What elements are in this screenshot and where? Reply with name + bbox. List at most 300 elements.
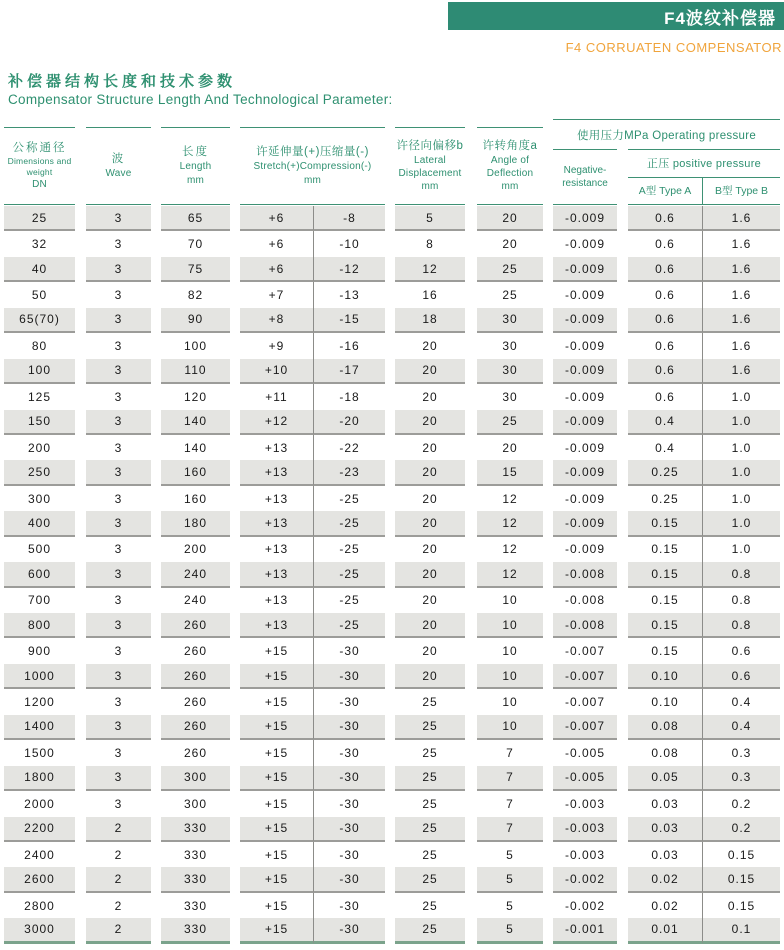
cell-stretch: +15	[240, 664, 314, 689]
cell-negative: -0.007	[564, 695, 606, 710]
header-positive-pressure-group	[628, 149, 780, 205]
cell-stretch: +13	[240, 613, 314, 638]
cell-stretch: +12	[240, 410, 314, 435]
cell-wave: 3	[114, 695, 123, 710]
cell-stretch: +15	[240, 918, 314, 943]
cell-lateral: 20	[422, 644, 438, 659]
cell-negative: -0.002	[553, 867, 617, 892]
cell-type_a: 0.6	[628, 282, 703, 307]
cell-length: 120	[183, 389, 208, 404]
cell-length: 260	[183, 745, 208, 760]
cell-compression: -30	[339, 898, 360, 913]
cell-negative: -0.003	[564, 847, 606, 862]
cell-wave: 2	[86, 918, 151, 943]
cell-length: 100	[183, 338, 208, 353]
table-row	[4, 664, 780, 689]
cell-stretch: +15	[240, 791, 314, 816]
cell-length: 160	[183, 491, 208, 506]
cell-stretch: +7	[240, 282, 314, 307]
cell-lateral: 20	[395, 613, 465, 638]
cell-type_b: 0.6	[703, 664, 780, 689]
cell-stretch: +13	[240, 486, 314, 511]
cell-wave: 3	[86, 460, 151, 485]
cell-angle: 20	[477, 206, 543, 231]
header-type-b: B型 Type B	[714, 185, 769, 198]
cell-stretch: +13	[240, 460, 314, 485]
cell-wave: 2	[114, 898, 123, 913]
table-row	[4, 308, 780, 333]
cell-compression: -30	[339, 644, 360, 659]
cell-length: 240	[183, 593, 208, 608]
table-row	[4, 588, 780, 613]
cell-dn: 250	[4, 460, 75, 485]
cell-length: 330	[183, 898, 208, 913]
cell-lateral: 20	[395, 511, 465, 536]
cell-length: 330	[183, 847, 208, 862]
cell-angle: 25	[502, 288, 518, 303]
cell-wave: 3	[114, 237, 123, 252]
cell-dn: 40	[4, 257, 75, 282]
header-negative-resistance: Negative- resistance	[553, 149, 617, 205]
table-header	[4, 119, 780, 205]
cell-type_a: 0.03	[628, 842, 703, 867]
cell-dn: 900	[27, 644, 52, 659]
cell-negative: -0.009	[553, 460, 617, 485]
cell-wave: 3	[114, 491, 123, 506]
cell-type_b: 1.6	[703, 308, 780, 333]
cell-wave: 3	[86, 664, 151, 689]
cell-dn: 700	[27, 593, 52, 608]
cell-dn: 500	[27, 542, 52, 557]
table-row	[4, 817, 780, 842]
cell-dn: 32	[31, 237, 48, 252]
cell-negative: -0.007	[564, 644, 606, 659]
cell-length: 180	[161, 511, 230, 536]
cell-type_a: 0.15	[628, 537, 703, 562]
page-subtitle: F4 CORRUATEN COMPENSATOR	[565, 40, 782, 55]
cell-angle: 25	[477, 257, 543, 282]
cell-angle: 10	[502, 593, 518, 608]
cell-stretch: +15	[240, 715, 314, 740]
cell-stretch: +13	[240, 537, 314, 562]
cell-negative: -0.009	[564, 440, 606, 455]
cell-lateral: 25	[422, 898, 438, 913]
cell-type_a: 0.02	[628, 867, 703, 892]
cell-compression: -30	[339, 796, 360, 811]
cell-lateral: 25	[422, 796, 438, 811]
cell-type_a: 0.15	[628, 613, 703, 638]
cell-type_b: 1.0	[731, 440, 752, 455]
cell-negative: -0.007	[553, 664, 617, 689]
cell-type_a: 0.15	[628, 562, 703, 587]
cell-wave: 3	[86, 562, 151, 587]
cell-type_a: 0.03	[628, 817, 703, 842]
cell-angle: 20	[502, 440, 518, 455]
cell-stretch: +11	[240, 384, 314, 409]
cell-type_b: 0.2	[731, 796, 752, 811]
cell-lateral: 18	[395, 308, 465, 333]
cell-lateral: 16	[422, 288, 438, 303]
cell-dn: 2600	[4, 867, 75, 892]
cell-compression: -25	[339, 542, 360, 557]
cell-negative: -0.009	[553, 359, 617, 384]
cell-stretch: +15	[240, 766, 314, 791]
cell-angle: 20	[502, 237, 518, 252]
cell-type_b: 1.6	[703, 359, 780, 384]
cell-type_a: 0.4	[628, 435, 703, 460]
cell-type_a: 0.6	[628, 206, 703, 231]
cell-compression: -12	[314, 257, 385, 282]
cell-angle: 30	[477, 359, 543, 384]
cell-type_b: 1.0	[703, 410, 780, 435]
cell-lateral: 25	[422, 745, 438, 760]
cell-lateral: 8	[426, 237, 434, 252]
cell-angle: 12	[502, 542, 518, 557]
cell-type_a: 0.01	[628, 918, 703, 943]
cell-wave: 3	[114, 542, 123, 557]
cell-angle: 15	[477, 460, 543, 485]
cell-dn: 800	[4, 613, 75, 638]
cell-length: 70	[187, 237, 204, 252]
cell-stretch: +15	[240, 867, 314, 892]
cell-wave: 3	[86, 359, 151, 384]
cell-type_a: 0.15	[628, 638, 703, 663]
table-row	[4, 638, 780, 663]
cell-type_a: 0.6	[628, 333, 703, 358]
cell-angle: 7	[506, 745, 514, 760]
cell-compression: -30	[339, 745, 360, 760]
cell-wave: 3	[86, 410, 151, 435]
cell-dn: 1800	[4, 766, 75, 791]
cell-wave: 3	[86, 613, 151, 638]
cell-negative: -0.003	[564, 796, 606, 811]
cell-dn: 200	[27, 440, 52, 455]
cell-length: 160	[161, 460, 230, 485]
cell-type_a: 0.6	[628, 231, 703, 256]
cell-dn: 600	[4, 562, 75, 587]
cell-lateral: 20	[422, 440, 438, 455]
table-row	[4, 333, 780, 358]
header-length: 长度 Length mm	[161, 127, 230, 205]
cell-length: 300	[183, 796, 208, 811]
header-stretch-compression: 许延伸量(+)压缩量(-) Stretch(+)Compression(-) mm	[240, 127, 385, 205]
table-row	[4, 257, 780, 282]
cell-length: 260	[183, 695, 208, 710]
cell-compression: -18	[339, 389, 360, 404]
cell-type_a: 0.15	[628, 588, 703, 613]
cell-type_b: 1.0	[731, 491, 752, 506]
cell-type_a: 0.10	[628, 689, 703, 714]
cell-negative: -0.009	[553, 308, 617, 333]
cell-dn: 1200	[24, 695, 55, 710]
cell-lateral: 20	[422, 491, 438, 506]
cell-type_b: 0.3	[703, 766, 780, 791]
header-lateral-displacement: 许径向偏移b Lateral Displacement mm	[395, 127, 465, 205]
cell-wave: 2	[86, 817, 151, 842]
cell-type_a: 0.02	[628, 893, 703, 918]
cell-type_a: 0.4	[628, 410, 703, 435]
cell-dn: 150	[4, 410, 75, 435]
cell-wave: 3	[114, 389, 123, 404]
cell-lateral: 25	[395, 918, 465, 943]
cell-type_b: 0.1	[703, 918, 780, 943]
header-angle-deflection: 许转角度a Angle of Deflection mm	[477, 127, 543, 205]
header-operating-pressure-group	[553, 119, 780, 205]
cell-length: 110	[161, 359, 230, 384]
cell-negative: -0.008	[553, 562, 617, 587]
cell-lateral: 5	[395, 206, 465, 231]
cell-dn: 2000	[24, 796, 55, 811]
cell-lateral: 12	[395, 257, 465, 282]
cell-type_a: 0.10	[628, 664, 703, 689]
table-row	[4, 613, 780, 638]
cell-type_a: 0.25	[628, 486, 703, 511]
cell-negative: -0.009	[564, 288, 606, 303]
cell-wave: 3	[86, 766, 151, 791]
cell-wave: 3	[86, 511, 151, 536]
cell-angle: 5	[506, 898, 514, 913]
table-body	[4, 206, 780, 944]
cell-compression: -17	[314, 359, 385, 384]
table-row	[4, 867, 780, 892]
cell-stretch: +15	[240, 689, 314, 714]
cell-stretch: +15	[240, 740, 314, 765]
cell-negative: -0.005	[564, 745, 606, 760]
cell-compression: -30	[339, 695, 360, 710]
cell-lateral: 25	[395, 766, 465, 791]
cell-stretch: +15	[240, 842, 314, 867]
cell-negative: -0.009	[553, 410, 617, 435]
cell-length: 260	[161, 613, 230, 638]
cell-lateral: 20	[395, 562, 465, 587]
table-row	[4, 537, 780, 562]
cell-stretch: +13	[240, 588, 314, 613]
cell-wave: 3	[86, 257, 151, 282]
cell-type_b: 0.15	[727, 898, 756, 913]
table-row	[4, 460, 780, 485]
cell-angle: 25	[477, 410, 543, 435]
cell-angle: 12	[477, 511, 543, 536]
table-row	[4, 435, 780, 460]
cell-type_b: 1.0	[731, 542, 752, 557]
cell-dn: 1500	[24, 745, 55, 760]
table-row	[4, 766, 780, 791]
cell-type_b: 0.8	[703, 613, 780, 638]
cell-lateral: 20	[422, 338, 438, 353]
cell-type_a: 0.03	[628, 791, 703, 816]
cell-negative: -0.002	[564, 898, 606, 913]
header-type-a: A型 Type A	[628, 178, 703, 205]
cell-angle: 7	[477, 766, 543, 791]
cell-stretch: +15	[240, 893, 314, 918]
cell-type_b: 1.6	[731, 237, 752, 252]
cell-type_b: 0.4	[731, 695, 752, 710]
cell-length: 200	[183, 542, 208, 557]
table-row	[4, 689, 780, 714]
cell-angle: 30	[502, 338, 518, 353]
cell-lateral: 25	[422, 847, 438, 862]
cell-stretch: +6	[240, 231, 314, 256]
cell-compression: -15	[314, 308, 385, 333]
cell-dn: 2200	[4, 817, 75, 842]
table-row	[4, 562, 780, 587]
cell-compression: -30	[339, 847, 360, 862]
cell-dn: 1000	[4, 664, 75, 689]
cell-dn: 3000	[4, 918, 75, 943]
cell-type_b: 0.4	[703, 715, 780, 740]
table-row	[4, 918, 780, 943]
cell-compression: -8	[314, 206, 385, 231]
cell-angle: 12	[502, 491, 518, 506]
cell-dn: 2400	[24, 847, 55, 862]
cell-compression: -25	[314, 562, 385, 587]
cell-negative: -0.009	[564, 338, 606, 353]
cell-lateral: 20	[422, 593, 438, 608]
section-title-zh: 补偿器结构长度和技术参数	[8, 73, 237, 90]
cell-type_a: 0.6	[628, 257, 703, 282]
cell-angle: 10	[502, 695, 518, 710]
cell-type_b: 1.0	[703, 460, 780, 485]
cell-type_a: 0.6	[628, 384, 703, 409]
cell-type_b: 0.8	[703, 562, 780, 587]
cell-type_b: 1.0	[703, 511, 780, 536]
table-row	[4, 410, 780, 435]
cell-length: 260	[161, 715, 230, 740]
cell-type_a: 0.6	[628, 359, 703, 384]
cell-compression: -10	[339, 237, 360, 252]
cell-type_b: 1.0	[731, 389, 752, 404]
cell-dn: 1400	[4, 715, 75, 740]
table-row	[4, 231, 780, 256]
cell-lateral: 20	[422, 542, 438, 557]
header-operating-pressure: 使用压力MPa Operating pressure	[576, 129, 757, 142]
cell-angle: 30	[477, 308, 543, 333]
cell-dn: 80	[31, 338, 48, 353]
cell-length: 330	[161, 918, 230, 943]
cell-length: 90	[161, 308, 230, 333]
cell-compression: -25	[339, 593, 360, 608]
cell-length: 300	[161, 766, 230, 791]
cell-type_b: 0.3	[731, 745, 752, 760]
cell-compression: -23	[314, 460, 385, 485]
cell-stretch: +13	[240, 511, 314, 536]
cell-dn: 400	[4, 511, 75, 536]
cell-compression: -30	[314, 715, 385, 740]
cell-compression: -22	[339, 440, 360, 455]
cell-angle: 5	[506, 847, 514, 862]
cell-lateral: 20	[395, 410, 465, 435]
cell-lateral: 20	[422, 389, 438, 404]
cell-type_b: 1.6	[703, 257, 780, 282]
cell-compression: -30	[314, 867, 385, 892]
cell-negative: -0.009	[553, 206, 617, 231]
cell-negative: -0.008	[564, 593, 606, 608]
cell-type_a: 0.6	[628, 308, 703, 333]
cell-length: 140	[183, 440, 208, 455]
cell-compression: -30	[314, 918, 385, 943]
cell-stretch: +15	[240, 638, 314, 663]
cell-lateral: 25	[395, 867, 465, 892]
cell-length: 140	[161, 410, 230, 435]
cell-wave: 3	[114, 644, 123, 659]
cell-type_a: 0.08	[628, 715, 703, 740]
cell-type_b: 0.8	[731, 593, 752, 608]
cell-dn: 2800	[24, 898, 55, 913]
table-row	[4, 359, 780, 384]
cell-length: 330	[161, 817, 230, 842]
cell-wave: 3	[114, 796, 123, 811]
table-row	[4, 715, 780, 740]
cell-negative: -0.009	[564, 542, 606, 557]
cell-type_b: 0.15	[727, 847, 756, 862]
cell-angle: 10	[477, 613, 543, 638]
cell-negative: -0.003	[553, 817, 617, 842]
table-row	[4, 893, 780, 918]
cell-negative: -0.009	[553, 511, 617, 536]
cell-type_b: 0.2	[703, 817, 780, 842]
cell-stretch: +15	[240, 817, 314, 842]
cell-compression: -13	[339, 288, 360, 303]
cell-lateral: 25	[395, 817, 465, 842]
cell-negative: -0.005	[553, 766, 617, 791]
cell-dn: 100	[4, 359, 75, 384]
cell-negative: -0.007	[553, 715, 617, 740]
cell-stretch: +10	[240, 359, 314, 384]
cell-compression: -25	[314, 613, 385, 638]
cell-wave: 3	[114, 593, 123, 608]
cell-negative: -0.008	[553, 613, 617, 638]
cell-type_b: 0.6	[731, 644, 752, 659]
cell-stretch: +13	[240, 435, 314, 460]
cell-compression: -30	[314, 766, 385, 791]
cell-wave: 3	[86, 206, 151, 231]
cell-angle: 10	[502, 644, 518, 659]
cell-lateral: 25	[395, 715, 465, 740]
cell-negative: -0.009	[564, 237, 606, 252]
cell-wave: 2	[114, 847, 123, 862]
cell-angle: 12	[477, 562, 543, 587]
cell-length: 260	[183, 644, 208, 659]
cell-stretch: +6	[240, 257, 314, 282]
header-dn: 公称通径 Dimensions and weight DN	[4, 127, 75, 205]
cell-compression: -25	[314, 511, 385, 536]
cell-angle: 10	[477, 664, 543, 689]
cell-length: 240	[161, 562, 230, 587]
table-row	[4, 842, 780, 867]
cell-type_a: 0.05	[628, 766, 703, 791]
cell-stretch: +13	[240, 562, 314, 587]
header-wave: 波 Wave	[86, 127, 151, 205]
table-row	[4, 384, 780, 409]
cell-wave: 3	[86, 308, 151, 333]
cell-compression: -20	[314, 410, 385, 435]
cell-type_a: 0.15	[628, 511, 703, 536]
cell-negative: -0.009	[553, 257, 617, 282]
cell-negative: -0.009	[564, 491, 606, 506]
cell-wave: 3	[86, 715, 151, 740]
cell-angle: 7	[506, 796, 514, 811]
cell-length: 65	[161, 206, 230, 231]
cell-angle: 30	[502, 389, 518, 404]
section-title-en: Compensator Structure Length And Technological Parameter:	[8, 92, 393, 107]
table-row	[4, 791, 780, 816]
cell-stretch: +8	[240, 308, 314, 333]
cell-angle: 5	[477, 918, 543, 943]
cell-compression: -30	[314, 817, 385, 842]
cell-dn: 125	[27, 389, 52, 404]
cell-wave: 3	[114, 338, 123, 353]
cell-wave: 2	[86, 867, 151, 892]
